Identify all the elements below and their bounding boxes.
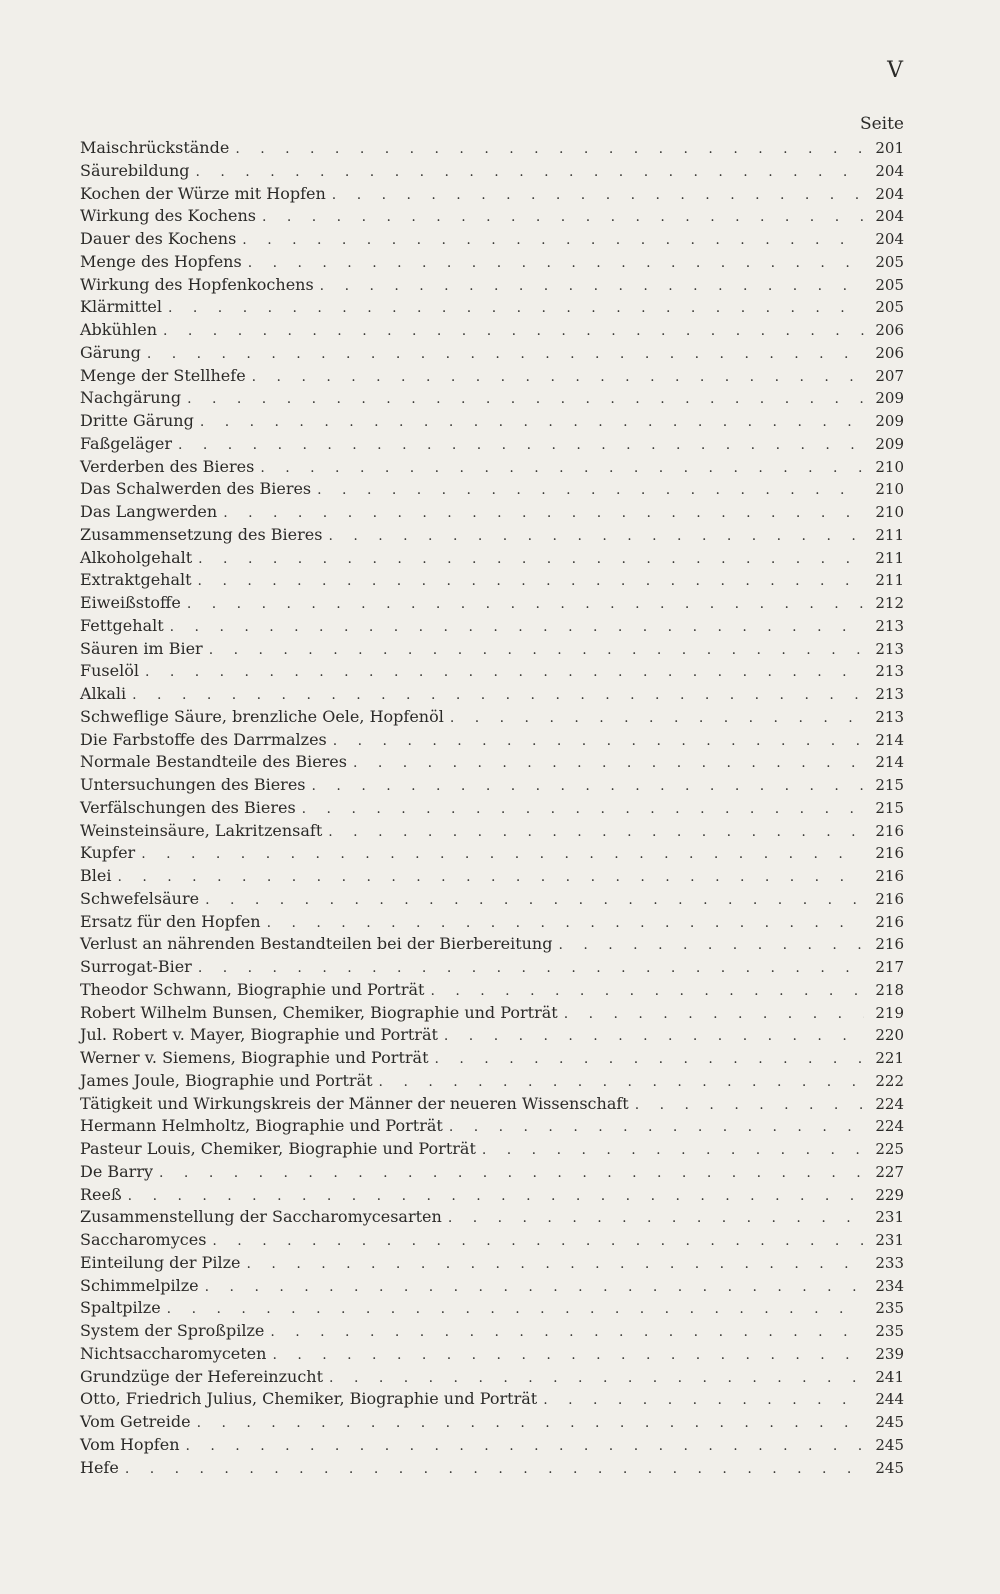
toc-entry-page: 216: [875, 935, 904, 954]
toc-entry-title: Zusammenstellung der Saccharomycesarten: [80, 1207, 442, 1227]
toc-entry: [80, 683, 904, 706]
toc-entry-page: 239: [875, 1344, 904, 1363]
toc-entry-title: Hefe: [80, 1457, 119, 1477]
toc-entry: [80, 911, 904, 934]
dot-leader: [328, 525, 864, 548]
dot-leader: [168, 297, 864, 320]
toc-entry-title: Schimmelpilze: [80, 1275, 199, 1295]
toc-entry-page: 244: [875, 1390, 904, 1409]
dot-leader: [209, 639, 864, 662]
toc-entry-title: Fuselöl: [80, 661, 139, 681]
toc-entry-page: 213: [875, 616, 904, 635]
toc-entry-page: 216: [875, 867, 904, 885]
dot-leader: [333, 730, 864, 753]
toc-entry: [80, 433, 904, 456]
toc-entry-title: Wirkung des Kochens: [80, 206, 256, 226]
toc-entry-title: Kupfer: [80, 843, 136, 863]
dot-leader: [558, 934, 864, 957]
dot-leader: [117, 866, 864, 889]
toc-entry-title: Nachgärung: [80, 388, 182, 408]
toc-entry: [80, 729, 904, 752]
toc-entry-title: Faßgeläger: [80, 433, 172, 453]
dot-leader: [270, 1321, 864, 1344]
dot-leader: [198, 548, 864, 571]
dot-leader: [252, 366, 864, 389]
toc-entry-title: Schweflige Säure, brenzliche Oele, Hopfenöl: [80, 706, 444, 726]
toc-entry-page: 218: [875, 980, 904, 999]
toc-entry-page: 214: [875, 730, 904, 749]
toc-entry-title: Gärung: [80, 342, 141, 362]
dot-leader: [272, 1344, 864, 1367]
toc-entry: [80, 1161, 904, 1184]
dot-leader: [353, 752, 864, 775]
dot-leader: [329, 1367, 864, 1390]
dot-leader: [197, 1412, 864, 1435]
toc-entry-title: Die Farbstoffe des Darrmalzes: [80, 729, 327, 749]
toc-entry: [80, 365, 904, 388]
dot-leader: [205, 1276, 864, 1299]
toc-entry: [80, 1434, 904, 1457]
toc-entry: [80, 797, 904, 820]
toc-entry: [80, 1297, 904, 1320]
dot-leader: [223, 502, 864, 525]
toc-entry-title: Spaltpilze: [80, 1298, 161, 1318]
toc-entry-title: Werner v. Siemens, Biographie und Porträt: [80, 1048, 429, 1067]
toc-entry-page: 213: [875, 662, 904, 681]
toc-entry: [80, 1138, 904, 1161]
toc-entry-title: Einteilung der Pilze: [80, 1252, 241, 1272]
dot-leader: [141, 843, 864, 866]
page-number: V: [887, 58, 904, 83]
toc-entry: [80, 1229, 904, 1252]
toc-entry-title: System der Sproßpilze: [80, 1321, 265, 1340]
toc-entry-title: Dauer des Kochens: [80, 229, 237, 248]
toc-entry: [80, 183, 904, 206]
toc-entry-page: 216: [875, 821, 904, 840]
toc-entry: [80, 933, 904, 956]
toc-entry: [80, 1275, 904, 1298]
toc-entry-page: 213: [875, 685, 904, 703]
toc-entry-page: 204: [875, 207, 904, 226]
dot-leader: [248, 252, 864, 275]
toc-entry-page: 205: [875, 275, 904, 294]
dot-leader: [247, 1253, 864, 1276]
toc-entry: [80, 1252, 904, 1275]
toc-entry: [80, 1457, 904, 1480]
toc-entry-title: Vom Hopfen: [80, 1434, 180, 1454]
toc-entry-page: 207: [875, 366, 904, 385]
dot-leader: [167, 1298, 864, 1321]
toc-entry-title: Kochen der Würze mit Hopfen: [80, 183, 326, 203]
toc-entry: [80, 1024, 904, 1047]
toc-entry-title: Normale Bestandteile des Bieres: [80, 752, 347, 772]
dot-leader: [267, 912, 864, 935]
toc-entry-title: Abkühlen: [80, 320, 157, 339]
toc-entry: [80, 137, 904, 160]
toc-entry-title: Verfälschungen des Bieres: [80, 797, 296, 817]
toc-entry-page: 231: [875, 1208, 904, 1227]
toc-entry-page: 245: [875, 1458, 904, 1477]
toc-entry: [80, 1411, 904, 1434]
toc-entry-page: 216: [875, 889, 904, 908]
toc-entry-page: 215: [875, 776, 904, 794]
toc-entry: [80, 1343, 904, 1366]
toc-entry-title: Schwefelsäure: [80, 888, 200, 908]
dot-leader: [170, 616, 864, 639]
toc-entry-title: Wirkung des Hopfenkochens: [80, 274, 314, 294]
toc-entry: [80, 228, 904, 251]
toc-entry-page: 209: [875, 389, 904, 408]
dot-leader: [564, 1003, 864, 1026]
dot-leader: [260, 457, 864, 480]
toc-entry-title: Menge des Hopfens: [80, 251, 242, 271]
dot-leader: [312, 775, 864, 798]
toc-entry: [80, 1115, 904, 1138]
dot-leader: [186, 1435, 865, 1458]
toc-entry-title: Alkoholgehalt: [80, 547, 193, 567]
dot-leader: [444, 1025, 864, 1048]
toc-entry-page: 241: [875, 1367, 904, 1386]
toc-entry-title: Menge der Stellhefe: [80, 365, 246, 385]
toc-entry-title: Fettgehalt: [80, 615, 164, 635]
toc-entry-page: 206: [875, 343, 904, 362]
toc-entry-page: 213: [875, 639, 904, 658]
toc-entry-title: Saccharomyces: [80, 1230, 207, 1249]
toc-entry: [80, 524, 904, 547]
dot-leader: [125, 1458, 864, 1481]
toc-entry: [80, 547, 904, 570]
toc-entry-page: 214: [875, 753, 904, 772]
toc-entry-title: Untersuchungen des Bieres: [80, 775, 306, 794]
dot-leader: [145, 661, 864, 684]
toc-entry-title: Das Schalwerden des Bieres: [80, 479, 312, 499]
toc-entry-title: Pasteur Louis, Chemiker, Biographie und Porträt: [80, 1139, 476, 1158]
toc-entry-title: Eiweißstoffe: [80, 593, 181, 612]
toc-entry: [80, 888, 904, 911]
toc-entry-page: 205: [875, 298, 904, 317]
toc-entry-title: Verderben des Bieres: [80, 456, 255, 476]
toc-entry-title: Zusammensetzung des Bieres: [80, 524, 323, 544]
toc-entry: [80, 1070, 904, 1093]
dot-leader: [448, 1207, 864, 1230]
toc-entry-title: Extraktgehalt: [80, 570, 192, 590]
toc-entry-title: Maischrückstände: [80, 138, 230, 157]
toc-entry-title: Nichtsaccharomyceten: [80, 1343, 267, 1363]
toc-entry-title: Blei: [80, 866, 112, 885]
toc-entry-page: 215: [875, 798, 904, 817]
dot-leader: [187, 593, 864, 616]
toc-entry-page: 204: [875, 161, 904, 180]
dot-leader: [320, 275, 864, 298]
toc-entry-page: 245: [875, 1413, 904, 1431]
dot-leader: [430, 980, 864, 1003]
dot-leader: [449, 1116, 864, 1139]
toc-entry-page: 211: [875, 571, 904, 590]
toc-entry-page: 221: [875, 1049, 904, 1067]
toc-entry-title: Das Langwerden: [80, 502, 218, 521]
toc-entry-page: 225: [875, 1140, 904, 1158]
dot-leader: [262, 206, 864, 229]
toc-entry-title: Hermann Helmholtz, Biographie und Porträt: [80, 1116, 443, 1136]
dot-leader: [147, 343, 864, 366]
toc-entry: [80, 1366, 904, 1389]
toc-entry-title: Vom Getreide: [80, 1412, 191, 1431]
toc-entry-title: Säuren im Bier: [80, 638, 203, 658]
toc-entry: [80, 456, 904, 479]
toc-entry-page: 220: [875, 1026, 904, 1045]
dot-leader: [328, 821, 864, 844]
toc-entry-title: Reeß: [80, 1184, 122, 1204]
toc-entry: [80, 478, 904, 501]
toc-entry-page: 235: [875, 1299, 904, 1318]
dot-leader: [163, 320, 864, 343]
toc-entry: [80, 410, 904, 433]
toc-entry: [80, 660, 904, 683]
toc-entry-title: Jul. Robert v. Mayer, Biographie und Porträt: [80, 1025, 438, 1045]
toc-entry-page: 222: [875, 1071, 904, 1090]
toc-entry-page: 216: [875, 844, 904, 863]
toc-entry: [80, 956, 904, 979]
dot-leader: [198, 570, 864, 593]
toc-entry: [80, 205, 904, 228]
toc-entry-title: Dritte Gärung: [80, 411, 194, 430]
dot-leader: [198, 957, 864, 980]
toc-entry: [80, 820, 904, 843]
toc-entry-page: 216: [875, 912, 904, 931]
toc-entry-page: 233: [875, 1253, 904, 1272]
toc-entry-page: 209: [875, 434, 904, 453]
toc-entry: [80, 160, 904, 183]
toc-entry: [80, 706, 904, 729]
toc-entry: [80, 296, 904, 319]
toc-entry-page: 212: [875, 594, 904, 612]
toc-entry-title: James Joule, Biographie und Porträt: [80, 1070, 373, 1090]
toc-entry-title: Klärmittel: [80, 297, 162, 317]
toc-entry-title: Weinsteinsäure, Lakritzensaft: [80, 820, 323, 840]
toc-entry-page: 224: [875, 1117, 904, 1136]
toc-entry-page: 205: [875, 252, 904, 271]
dot-leader: [196, 161, 865, 184]
toc-entry: [80, 319, 904, 342]
toc-entry: [80, 501, 904, 524]
toc-entry-title: Säurebildung: [80, 160, 190, 180]
toc-entry: [80, 342, 904, 365]
dot-leader: [435, 1048, 865, 1071]
dot-leader: [317, 479, 864, 502]
dot-leader: [242, 229, 864, 252]
toc-entry-title: Grundzüge der Hefereinzucht: [80, 1366, 324, 1386]
toc-entry-page: 219: [875, 1003, 904, 1022]
toc-entry-page: 210: [875, 503, 904, 521]
toc-entry-page: 234: [875, 1276, 904, 1295]
toc-entry: [80, 751, 904, 774]
toc-entry-title: Surrogat-Bier: [80, 957, 192, 976]
toc-entry-title: Robert Wilhelm Bunsen, Chemiker, Biographie und Porträt: [80, 1002, 558, 1022]
toc-entry-page: 229: [875, 1185, 904, 1204]
toc-entry-page: 213: [875, 707, 904, 726]
dot-leader: [132, 684, 864, 707]
toc-entry: [80, 774, 904, 797]
toc-entry-page: 211: [875, 525, 904, 544]
toc-entry-page: 209: [875, 412, 904, 430]
toc-entry-page: 217: [875, 958, 904, 976]
toc-entry-title: Tätigkeit und Wirkungskreis der Männer der neueren Wissenschaft: [80, 1093, 629, 1113]
dot-leader: [159, 1162, 864, 1185]
toc-entry-page: 211: [875, 548, 904, 567]
dot-leader: [543, 1389, 864, 1412]
toc-entry: [80, 638, 904, 661]
toc-entry: [80, 1184, 904, 1207]
toc-entry-title: Otto, Friedrich Julius, Chemiker, Biographie und Porträt: [80, 1389, 538, 1409]
toc-entry: [80, 979, 904, 1002]
dot-leader: [332, 184, 864, 207]
toc-entry: [80, 592, 904, 615]
toc-entry-title: Ersatz für den Hopfen: [80, 911, 261, 931]
toc-entry: [80, 569, 904, 592]
table-of-contents: [80, 137, 904, 1479]
toc-entry: [80, 1002, 904, 1025]
toc-entry: [80, 274, 904, 297]
toc-entry: [80, 865, 904, 888]
toc-entry-page: 204: [875, 184, 904, 203]
dot-leader: [450, 707, 864, 730]
toc-entry: [80, 842, 904, 865]
toc-entry-page: 210: [875, 457, 904, 476]
toc-entry-title: De Barry: [80, 1161, 154, 1181]
toc-entry: [80, 1093, 904, 1116]
toc-entry: [80, 1388, 904, 1411]
dot-leader: [205, 889, 864, 912]
toc-entry-page: 224: [875, 1094, 904, 1113]
dot-leader: [187, 388, 864, 411]
dot-leader: [128, 1185, 864, 1208]
toc-entry-page: 245: [875, 1435, 904, 1454]
dot-leader: [379, 1071, 864, 1094]
toc-entry-title: Alkali: [80, 684, 127, 703]
toc-entry: [80, 1320, 904, 1343]
toc-entry-page: 206: [875, 321, 904, 339]
toc-entry-page: 235: [875, 1322, 904, 1340]
toc-entry-title: Theodor Schwann, Biographie und Porträt: [80, 979, 425, 999]
dot-leader: [482, 1139, 864, 1162]
toc-entry-page: 227: [875, 1162, 904, 1181]
toc-entry-page: 210: [875, 480, 904, 499]
toc-entry: [80, 615, 904, 638]
toc-entry: [80, 387, 904, 410]
toc-entry-page: 204: [875, 230, 904, 248]
toc-entry: [80, 1047, 904, 1070]
toc-entry: [80, 1206, 904, 1229]
dot-leader: [302, 798, 864, 821]
dot-leader: [235, 138, 864, 161]
toc-entry-page: 231: [875, 1231, 904, 1249]
dot-leader: [178, 434, 864, 457]
toc-entry-title: Verlust an nährenden Bestandteilen bei der Bierbereitung: [80, 934, 553, 954]
dot-leader: [635, 1094, 864, 1117]
toc-entry: [80, 251, 904, 274]
column-header-page: Seite: [859, 114, 904, 134]
dot-leader: [212, 1230, 864, 1253]
toc-entry-page: 201: [875, 139, 904, 157]
dot-leader: [200, 411, 864, 434]
